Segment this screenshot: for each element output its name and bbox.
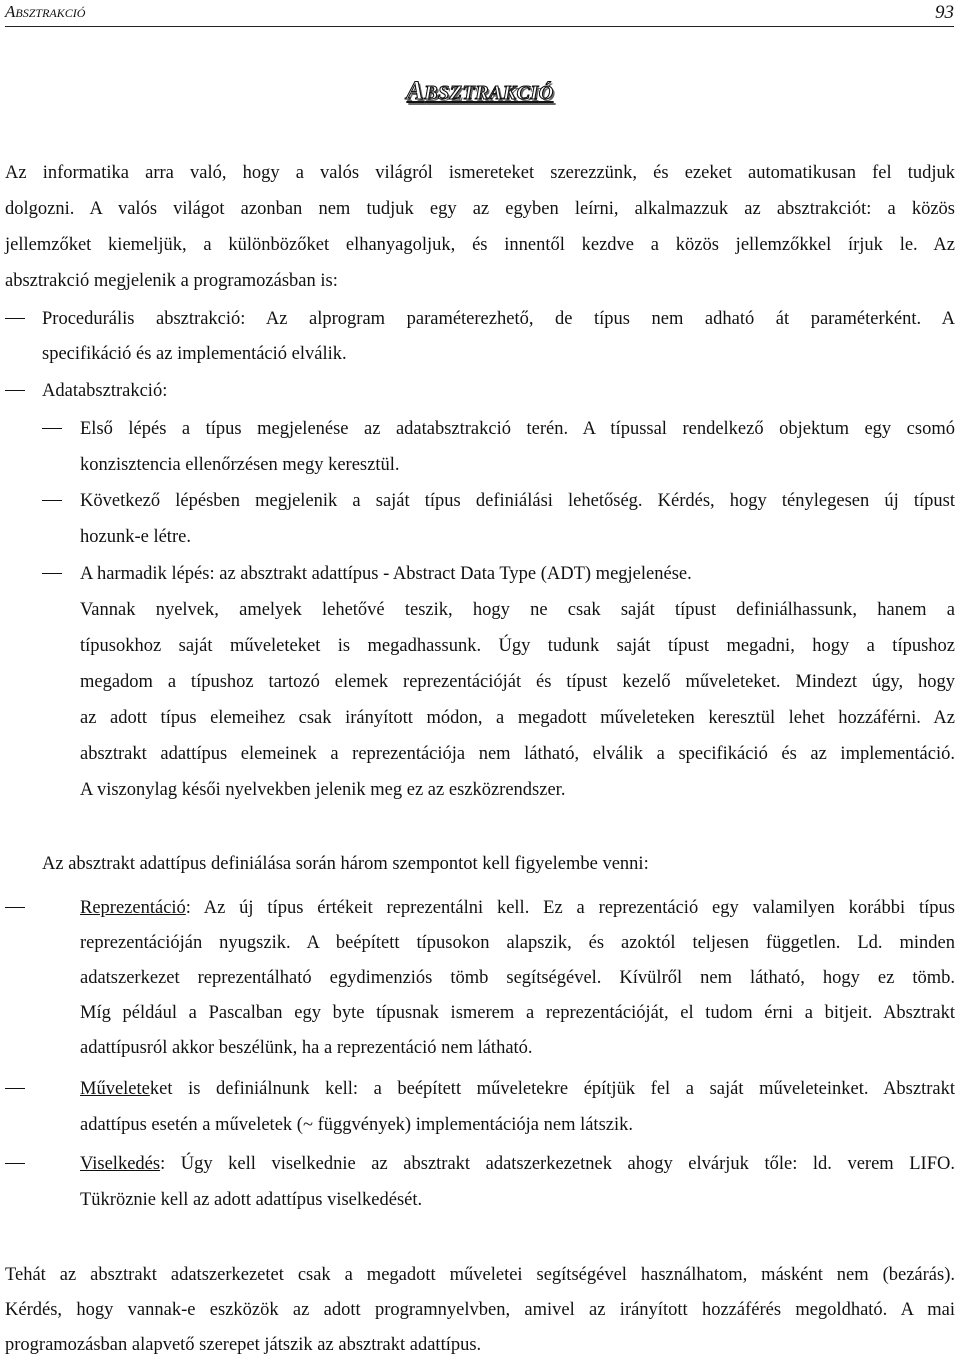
adt-rep-line-5: adattípusról akkor beszélünk, ha a reprezentáció nem látható. <box>80 1038 533 1058</box>
adt-rep-line-3: adatszerkezet reprezentálható egydimenziós tömb segítségével. Kívülről nem látható, hogy ez tömb. <box>80 968 955 988</box>
dash-bullet <box>5 390 25 391</box>
closing-line-2: Kérdés, hogy vannak-e eszközök az adott programnyelvben, amivel az irányított hozzáférés megoldható. A mai <box>5 1300 955 1320</box>
ada-step3-line-1: A harmadik lépés: az absztrakt adattípus - Abstract Data Type (ADT) megjelenése. <box>80 564 692 584</box>
ada-step2-line-2: hozunk-e létre. <box>80 527 191 547</box>
chapter-title: ABSZTRAKCIÓ <box>406 76 554 105</box>
term-viselkedes: Viselkedés <box>80 1154 161 1174</box>
closing-line-1: Tehát az absztrakt adatszerkezetet csak a megadott műveletei segítségével használhatom, másként nem (bezárás). <box>5 1265 955 1285</box>
dash-bullet <box>5 318 25 319</box>
intro-line-4: absztrakció megjelenik a programozásban is: <box>5 271 338 291</box>
ada-para-line-6: A viszonylag késői nyelvekben jelenik meg ez az eszközrendszer. <box>80 780 566 800</box>
adt-intro: Az absztrakt adattípus definiálása során három szempontot kell figyelembe venni: <box>42 854 649 874</box>
dash-bullet <box>42 428 62 429</box>
term-reprezentacio: Reprezentáció <box>80 898 186 918</box>
ada-step1-line-2: konzisztencia ellenőrzésen megy keresztül. <box>80 455 400 475</box>
ada-para-line-1: Vannak nyelvek, amelyek lehetővé teszik, hogy ne csak saját típust definiálhassunk, hanem a <box>80 600 955 620</box>
adt-ops-line-1: Műveleteket is definiálnunk kell: a beépített műveletekre építjük fel a saját műveleteinket. Absztrakt <box>80 1079 955 1099</box>
term-muveletek: Művelete <box>80 1079 150 1099</box>
header-chapter-title: ABSZTRAKCIÓ <box>5 2 86 21</box>
ada-para-line-4: az adott típus elemeihez csak irányított módon, a megadott műveleteken keresztül lehet hozzáférni. Az <box>80 708 955 728</box>
dash-bullet <box>5 907 25 908</box>
adt-beh-line-2: Tükröznie kell az adott adattípus viselkedését. <box>80 1190 423 1210</box>
ada-step2-line-1: Következő lépésben megjelenik a saját típus definiálási lehetőség. Kérdés, hogy ténylegesen új típust <box>80 491 955 511</box>
proc-line-1: Procedurális absztrakció: Az alprogram paraméterezhető, de típus nem adható át paraméterként. A <box>42 309 955 329</box>
adt-rep-line-1: Reprezentáció: Az új típus értékeit reprezentálni kell. Ez a reprezentáció egy valamilyen korábbi típus <box>80 898 955 918</box>
dash-bullet <box>5 1163 25 1164</box>
adt-ops-line-2: adattípus esetén a műveletek (~ függvények) implementációja nem látszik. <box>80 1115 633 1135</box>
adt-beh-line-1: Viselkedés: Úgy kell viselkednie az absztrakt adatszerkezetnek ahogy elvárjuk tőle: ld. verem LIFO. <box>80 1154 955 1174</box>
dash-bullet <box>5 1088 25 1089</box>
ada-para-line-5: absztrakt adattípus elemeinek a reprezentációja nem látható, elválik a specifikáció és az implementáció. <box>80 744 955 764</box>
adt-rep-line-4: Míg például a Pascalban egy byte típusnak ismerem a reprezentációját, el tudom érni a bitjeit. Absztrakt <box>80 1003 955 1023</box>
ada-step1-line-1: Első lépés a típus megjelenése az adatabsztrakció terén. A típussal rendelkező objektum egy csomó <box>80 419 955 439</box>
ada-para-line-2: típusokhoz saját műveleteket is megadhassunk. Úgy tudunk saját típust megadni, hogy a típushoz <box>80 636 955 656</box>
running-header <box>5 0 954 27</box>
proc-line-2: specifikáció és az implementáció elválik. <box>42 344 347 364</box>
closing-line-3: programozásban alapvető szerepet játszik az absztrakt adattípus. <box>5 1335 482 1355</box>
intro-line-3: jellemzőket kiemeljük, a különbözőket elhanyagoljuk, és innentől kezdve a közös jellemzőkkel írjuk le. Az <box>5 235 955 255</box>
page-number: 93 <box>935 2 954 23</box>
adt-rep-line-2: reprezentációján nyugszik. A beépített típusokon alapszik, és azoktól teljesen független. Ld. minden <box>80 933 955 953</box>
ada-para-line-3: megadom a típushoz tartozó elemek reprezentációját és típust kezelő műveleteket. Mindezt úgy, hogy <box>80 672 955 692</box>
ada-label: Adatabsztrakció: <box>42 381 168 401</box>
dash-bullet <box>42 500 62 501</box>
intro-line-2: dolgozni. A valós világot azonban nem tudjuk egy az egyben leírni, alkalmazzuk az absztrakciót: a közös <box>5 199 955 219</box>
intro-line-1: Az informatika arra való, hogy a valós világról ismereteket szerezzünk, és ezeket automatikusan fel tudjuk <box>5 163 955 183</box>
dash-bullet <box>42 573 62 574</box>
